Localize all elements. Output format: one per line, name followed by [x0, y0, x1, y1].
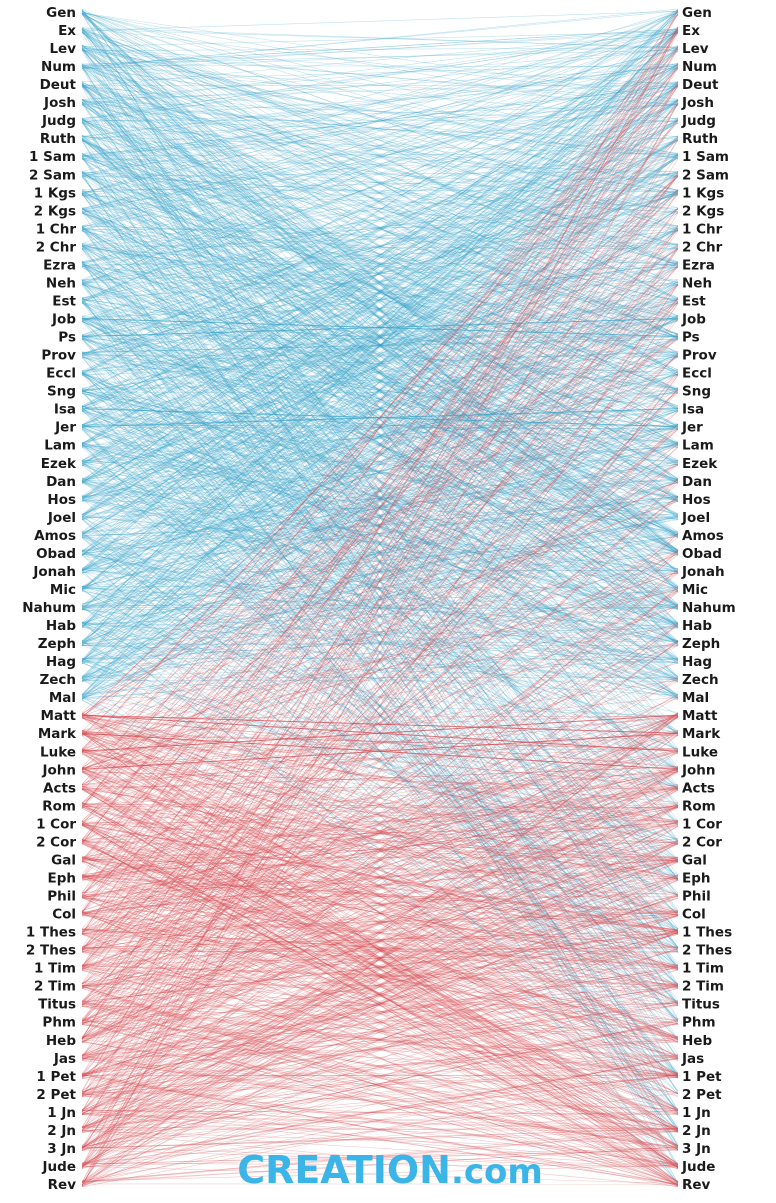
book-label-left: Zech: [39, 672, 76, 688]
book-label-left: Lam: [44, 438, 76, 454]
book-label-left: 1 Thes: [26, 925, 76, 941]
book-label-right: Isa: [682, 402, 704, 418]
book-label-left: 1 Jn: [47, 1105, 76, 1121]
book-label-right: Matt: [682, 708, 718, 724]
book-label-left: Phil: [47, 889, 76, 905]
book-label-left: Mark: [38, 726, 77, 742]
book-label-right: Obad: [682, 546, 722, 562]
book-label-left: Prov: [41, 348, 76, 364]
book-label-right: Rev: [682, 1177, 711, 1193]
book-label-right: Dan: [682, 474, 712, 490]
book-label-left: Ps: [58, 330, 76, 346]
book-label-right: Zeph: [682, 636, 720, 652]
book-label-left: Nahum: [22, 600, 76, 616]
book-label-left: Neh: [46, 275, 76, 291]
book-label-right: Nahum: [682, 600, 736, 616]
creation-logo: [190, 1145, 590, 1195]
book-label-left: Luke: [40, 744, 76, 760]
book-label-right: Gal: [682, 852, 707, 868]
logo-suffix: .com: [451, 1152, 543, 1192]
book-label-left: Phm: [42, 1015, 76, 1031]
book-label-left: 2 Cor: [36, 834, 76, 850]
book-label-left: Hag: [46, 654, 76, 670]
book-label-right: Neh: [682, 275, 712, 291]
book-label-left: Obad: [36, 546, 76, 562]
book-label-right: Josh: [681, 95, 714, 111]
book-label-right: 1 Jn: [682, 1105, 711, 1121]
book-label-left: Sng: [47, 384, 76, 400]
left-book-labels: [22, 5, 77, 1193]
book-label-right: Jonah: [681, 564, 725, 580]
book-label-right: Prov: [682, 348, 717, 364]
book-label-right: Ps: [682, 330, 700, 346]
book-label-left: Est: [52, 293, 76, 309]
book-label-right: Mark: [682, 726, 721, 742]
book-label-left: Heb: [46, 1033, 76, 1049]
book-label-left: Rev: [48, 1177, 77, 1193]
book-label-left: Acts: [43, 780, 76, 796]
book-label-right: 2 Cor: [682, 834, 722, 850]
book-label-right: Mal: [682, 690, 709, 706]
book-label-right: Phm: [682, 1015, 716, 1031]
book-label-right: Luke: [682, 744, 718, 760]
book-label-left: 2 Thes: [26, 943, 76, 959]
book-label-left: Jer: [54, 420, 76, 436]
book-label-right: Amos: [682, 528, 724, 544]
book-label-left: Mic: [50, 582, 76, 598]
book-label-right: Hab: [682, 618, 712, 634]
book-label-left: Titus: [38, 997, 76, 1013]
book-label-left: Isa: [54, 402, 76, 418]
book-label-right: Sng: [682, 384, 711, 400]
book-label-left: 1 Pet: [36, 1069, 76, 1085]
book-label-left: Amos: [34, 528, 76, 544]
book-label-left: 2 Pet: [36, 1087, 76, 1103]
book-label-left: Hos: [47, 492, 76, 508]
book-label-right: Mic: [682, 582, 708, 598]
book-label-right: Gen: [682, 5, 712, 21]
book-label-left: 1 Cor: [36, 816, 76, 832]
book-label-right: Rom: [682, 798, 716, 814]
book-label-left: 1 Kgs: [34, 185, 76, 201]
book-label-left: Eccl: [46, 366, 76, 382]
book-label-right: Ex: [682, 23, 700, 39]
book-label-right: 1 Cor: [682, 816, 722, 832]
book-label-left: 3 Jn: [47, 1141, 76, 1157]
book-label-left: Jude: [42, 1159, 76, 1175]
book-label-right: Ezra: [682, 257, 715, 273]
book-label-right: 2 Tim: [682, 979, 724, 995]
book-label-left: Ezra: [43, 257, 76, 273]
book-label-right: Zech: [682, 672, 719, 688]
book-label-left: Num: [41, 59, 76, 75]
book-label-right: Titus: [682, 997, 720, 1013]
book-label-left: 2 Jn: [47, 1123, 76, 1139]
book-label-right: Judg: [681, 113, 716, 129]
book-label-right: 2 Jn: [682, 1123, 711, 1139]
book-label-right: John: [681, 762, 716, 778]
book-label-left: Judg: [41, 113, 76, 129]
book-label-right: 1 Thes: [682, 925, 732, 941]
book-label-right: 1 Tim: [682, 961, 724, 977]
book-label-left: 2 Chr: [36, 239, 77, 255]
book-label-left: Ruth: [40, 131, 76, 147]
book-label-left: Lev: [49, 41, 76, 57]
book-label-left: John: [41, 762, 76, 778]
book-label-right: 3 Jn: [682, 1141, 711, 1157]
book-label-left: Rom: [42, 798, 76, 814]
book-label-right: Joel: [681, 510, 710, 526]
book-label-right: Est: [682, 293, 706, 309]
book-label-left: Job: [51, 312, 76, 328]
cross-reference-link: [82, 11, 678, 30]
book-label-left: Gal: [51, 852, 76, 868]
book-label-left: 2 Tim: [34, 979, 76, 995]
book-label-left: 2 Kgs: [34, 203, 76, 219]
book-label-left: Josh: [43, 95, 76, 111]
book-label-left: Joel: [47, 510, 76, 526]
book-label-left: Dan: [46, 474, 76, 490]
book-label-left: Ezek: [41, 456, 77, 472]
book-label-right: 2 Thes: [682, 943, 732, 959]
book-label-right: Eph: [682, 870, 711, 886]
book-label-left: 1 Chr: [36, 221, 77, 237]
book-label-left: Zeph: [38, 636, 76, 652]
book-label-right: 2 Kgs: [682, 203, 724, 219]
book-label-left: 1 Tim: [34, 961, 76, 977]
book-label-right: Job: [681, 312, 706, 328]
book-label-right: Jude: [681, 1159, 715, 1175]
logo-main: CREATION: [237, 1148, 451, 1192]
book-label-left: Deut: [40, 77, 77, 93]
book-label-right: Jer: [681, 420, 703, 436]
book-label-left: Matt: [41, 708, 77, 724]
book-label-right: Heb: [682, 1033, 712, 1049]
book-label-right: 2 Sam: [682, 167, 729, 183]
book-label-right: Lev: [682, 41, 709, 57]
book-label-right: Ruth: [682, 131, 718, 147]
book-label-right: Hos: [682, 492, 711, 508]
book-label-right: 1 Sam: [682, 149, 729, 165]
book-label-right: Acts: [682, 780, 715, 796]
book-label-left: Col: [52, 907, 76, 923]
book-label-right: Jas: [681, 1051, 704, 1067]
book-label-left: Ex: [58, 23, 76, 39]
book-label-right: 2 Pet: [682, 1087, 722, 1103]
book-label-left: Jonah: [32, 564, 76, 580]
book-label-right: Col: [682, 907, 706, 923]
book-label-right: Num: [682, 59, 717, 75]
book-label-right: 1 Chr: [682, 221, 723, 237]
book-label-left: 2 Sam: [29, 167, 76, 183]
book-label-right: 1 Pet: [682, 1069, 722, 1085]
book-label-right: Hag: [682, 654, 712, 670]
book-label-left: Eph: [48, 870, 77, 886]
book-label-left: Gen: [46, 5, 76, 21]
book-label-right: 2 Chr: [682, 239, 723, 255]
book-label-left: Hab: [46, 618, 76, 634]
book-label-left: Mal: [49, 690, 76, 706]
book-label-right: Phil: [682, 889, 711, 905]
book-label-right: 1 Kgs: [682, 185, 724, 201]
book-label-right: Ezek: [682, 456, 718, 472]
book-label-right: Eccl: [682, 366, 712, 382]
book-label-left: 1 Sam: [29, 149, 76, 165]
cross-reference-links: [82, 9, 678, 1187]
book-label-right: Deut: [682, 77, 719, 93]
book-label-right: Lam: [682, 438, 714, 454]
right-book-labels: [681, 5, 736, 1193]
book-label-left: Jas: [53, 1051, 76, 1067]
